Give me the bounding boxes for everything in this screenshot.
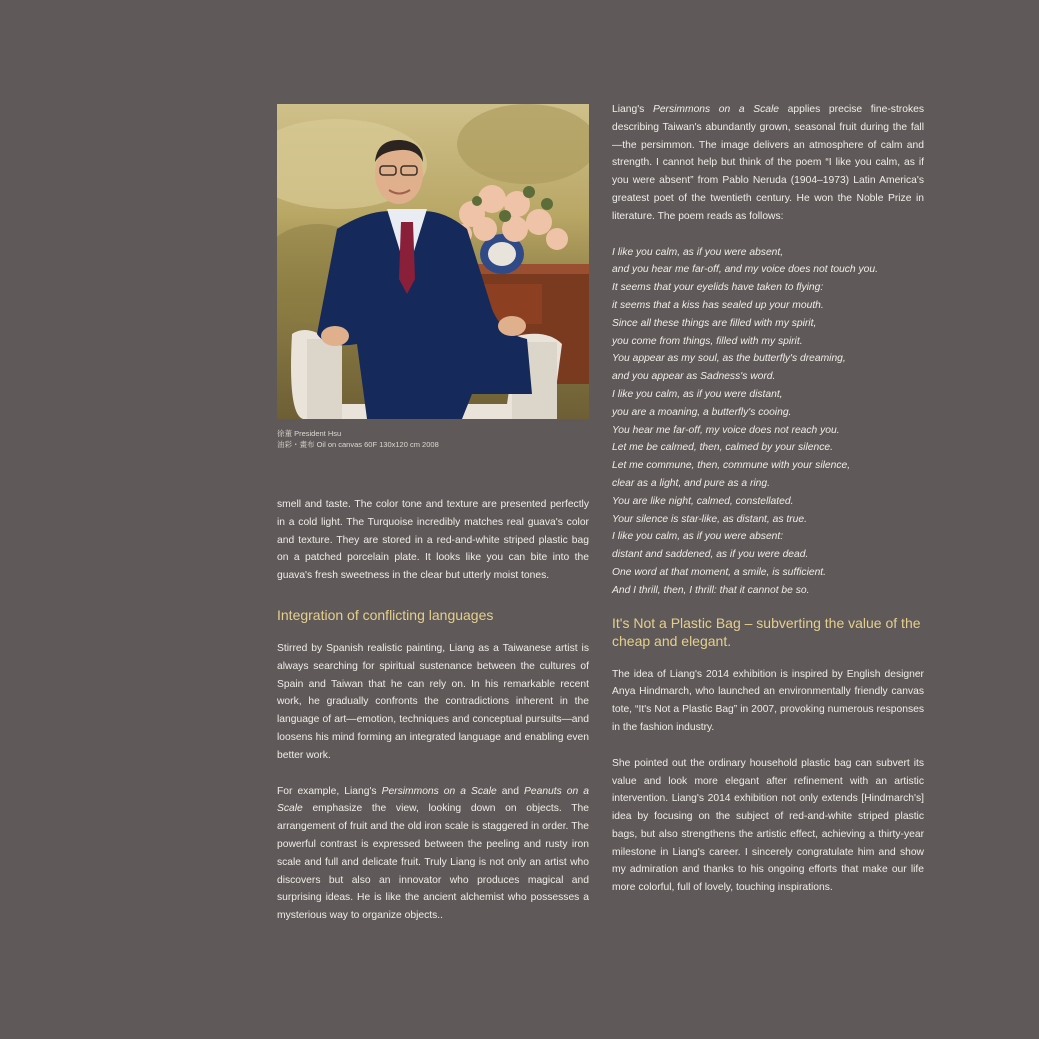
portrait-painting xyxy=(277,104,589,419)
left-paragraph-3 xyxy=(277,783,589,925)
text-run: emphasize the view, looking down on objects. The arrangement of fruit and the old iron scale is staggered in order. The powerful contrast is expressed between the peeling and rusty iron scale and full and delicate fruit. Truly Liang is not only an artist who discovers but also an innovator who produces magical and surprising ideas. He is like the ancient alchemist who possesses a mysterious way to organize objects.. xyxy=(277,803,589,922)
poem-line: Let me be calmed, then, calmed by your silence. xyxy=(612,442,833,454)
poem-line: Your silence is star-like, as distant, as true. xyxy=(612,513,807,525)
poem-line: You appear as my soul, as the butterfly's dreaming, xyxy=(612,353,846,365)
painting-caption xyxy=(277,428,589,450)
poem-line: Since all these things are filled with my spirit, xyxy=(612,317,817,329)
text-run: For example, Liang's xyxy=(277,785,382,797)
caption-title: 徐董 President Hsu xyxy=(277,429,342,438)
poem-line: it seems that a kiss has sealed up your mouth. xyxy=(612,299,824,311)
poem-line: Let me commune, then, commune with your silence, xyxy=(612,460,851,472)
poem-line: clear as a light, and pure as a ring. xyxy=(612,477,770,489)
poem-line: you are a moaning, a butterfly's cooing. xyxy=(612,406,792,418)
poem-line: and you hear me far-off, and my voice does not touch you. xyxy=(612,264,878,276)
poem-line: I like you calm, as if you were distant, xyxy=(612,388,783,400)
poem-line: One word at that moment, a smile, is sufficient. xyxy=(612,566,827,578)
portrait-illustration xyxy=(277,104,589,419)
poem-line: and you appear as Sadness's word. xyxy=(612,371,776,383)
text-run: Liang's xyxy=(612,104,653,115)
poem-line: And I thrill, then, I thrill: that it cannot be so. xyxy=(612,584,810,596)
poem-line: I like you calm, as if you were absent: xyxy=(612,531,784,543)
poem-line: You hear me far-off, my voice does not reach you. xyxy=(612,424,840,436)
artwork-title: Persimmons on a Scale xyxy=(381,785,497,797)
artwork-title: Persimmons on a Scale xyxy=(652,104,780,115)
poem-line: I like you calm, as if you were absent, xyxy=(612,246,784,258)
text-run: applies precise fine-strokes describing Taiwan's abundantly grown, seasonal fruit during the fall—the persimmon. The image delivers an atmosphere of calm and strength. I cannot help but think of the poem “I like you calm, as if you were absent” from Pablo Neruda (1904–1973) Latin America's greatest poet of the twentieth century. He won the Noble Prize in literature. The poem reads as follows: xyxy=(612,104,924,222)
section-heading-plastic-bag: It's Not a Plastic Bag – subverting the value of the cheap and elegant. xyxy=(612,614,921,649)
caption-details: 油彩・畫布 Oil on canvas 60F 130x120 cm 2008 xyxy=(277,440,439,449)
section-heading-integration: Integration of conflicting languages xyxy=(277,606,494,623)
poem-line: distant and saddened, as if you were dead. xyxy=(612,549,809,561)
artwork-title: Peanuts on a Scale xyxy=(277,785,589,815)
right-paragraph-3: She pointed out the ordinary household plastic bag can subvert its value and look more elegant after refinement with an artistic intervention. Liang's 2014 exhibition not only extends [Hindmarch's] idea by focusing on the subject of red-and-white striped plastic bags, but also strengthens the artistic effect, achieving a thirty-year milestone in Liang's career. I sincerely congratulate him and show my admiration and thanks to his ongoing efforts that make our life more colorful, full of lovely, touching inspirations. xyxy=(612,757,924,894)
right-column xyxy=(612,101,924,897)
left-paragraph-2: Stirred by Spanish realistic painting, Liang as a Taiwanese artist is always searching for spiritual sustenance between the cultures of Spain and Taiwan that he can rely on. In his remarkable recent work, he gradually confronts the contradictions inherent in the language of art—emotion, techniques and conceptual pursuits—and loosens his mind forming an integrated language and enabling even better work. xyxy=(277,642,589,761)
right-paragraph-2: The idea of Liang's 2014 exhibition is inspired by English designer Anya Hindmarch, who launched an environmentally friendly canvas tote, “It's Not a Plastic Bag” in 2007, provoking numerous responses in the fashion industry. xyxy=(612,668,924,733)
poem xyxy=(612,244,924,600)
right-intro-paragraph xyxy=(612,101,924,226)
poem-line: You are like night, calmed, constellated. xyxy=(612,495,794,507)
poem-line: you come from things, filled with my spirit. xyxy=(612,335,803,347)
poem-line: It seems that your eyelids have taken to flying: xyxy=(612,282,824,294)
left-column xyxy=(277,104,589,925)
text-run: and xyxy=(496,785,524,797)
left-paragraph-1: smell and taste. The color tone and texture are presented perfectly in a cold light. The Turquoise incredibly matches real guava's color and texture. They are stored in a red-and-white striped plastic bag on a patched porcelain plate. It looks like you can bite into the guava's fresh sweetness in the clear but utterly moist tones. xyxy=(277,499,589,582)
